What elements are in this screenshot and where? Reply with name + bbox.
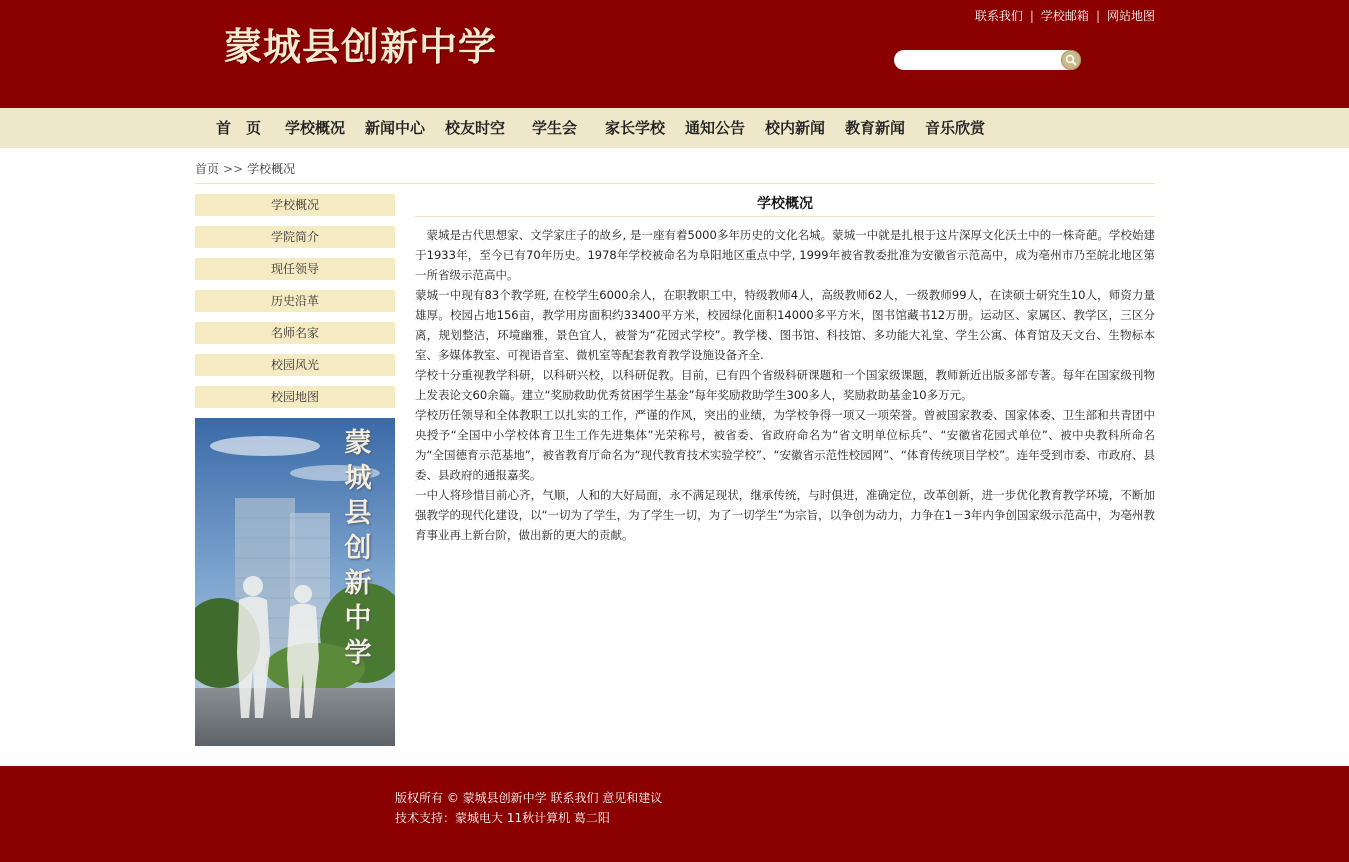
nav-music[interactable]: 音乐欣赏 — [925, 119, 986, 137]
search-icon — [1065, 54, 1077, 66]
site-logo[interactable]: 蒙城县创新中学 — [224, 24, 498, 69]
sidebar-item-map[interactable]: 校园地图 — [195, 386, 395, 408]
sidebar-item-leaders[interactable]: 现任领导 — [195, 258, 395, 280]
nav-school-overview[interactable]: 学校概况 — [285, 119, 346, 137]
breadcrumb-current: 学校概况 — [247, 162, 296, 176]
nav-parent-school[interactable]: 家长学校 — [605, 119, 666, 137]
search-box — [894, 50, 1081, 70]
content-paragraph: 蒙城一中现有83个教学班, 在校学生6000余人，在职教职工中，特级教师4人，高级教师62人，一级教师99人，在读硕士研究生10人，师资力量雄厚。校园占地156亩，教学用房面积约33400平方米，校园绿化面积14000多平方米，图书馆藏书12万册。运动区、家属区、教学区，三区分离，规划整洁，环境幽雅，景色宜人，被誉为“花园式学校”。教学楼、图书馆、科技馆、多功能大礼堂、学生公寓、体育馆及天文台、生物标本室、多媒体教室、可视语音室、微机室等配套教育教学设施设备齐全. — [415, 288, 1155, 362]
banner-vertical-title: 蒙 城 县 创 新 中 学 — [344, 428, 372, 669]
footer — [0, 766, 1349, 862]
top-links: 联系我们 | 学校邮箱 | 网站地图 — [974, 9, 1155, 23]
nav-campus-news[interactable]: 校内新闻 — [765, 119, 826, 137]
content-paragraph: 蒙城是古代思想家、文学家庄子的故乡, 是一座有着5000多年历史的文化名城。蒙城一中就是扎根于这片深厚文化沃土中的一株奇葩。学校始建于1933年，至今已有70年历史。1978年学校被命名为阜阳地区重点中学, 1999年被省教委批准为安徽省示范高中，成为亳州市乃至皖北地区第一所省级示范高中。 — [415, 228, 1155, 282]
nav-home[interactable]: 首 页 — [216, 119, 262, 137]
nav-education-news[interactable]: 教育新闻 — [845, 119, 906, 137]
nav-student-union[interactable]: 学生会 — [532, 119, 578, 137]
sitemap-link[interactable]: 网站地图 — [1106, 9, 1155, 23]
footer-copyright: 版权所有 © 蒙城县创新中学 联系我们 意见和建议 — [395, 791, 663, 805]
breadcrumb-separator: >> — [223, 162, 244, 176]
search-button[interactable] — [1061, 50, 1081, 70]
breadcrumb-divider — [195, 183, 1155, 184]
nav-news-center[interactable]: 新闻中心 — [365, 119, 426, 137]
content-paragraph: 一中人将珍惜目前心齐，气顺，人和的大好局面，永不满足现状，继承传统，与时俱进，准确定位，改革创新，进一步优化教育教学环境，不断加强教学的现代化建设，以“一切为了学生，为了学生一切，为了一切学生”为宗旨，以争创为动力，力争在1－3年内争创国家级示范高中，为亳州教育事业再上新台阶，做出新的更大的贡献。 — [415, 488, 1155, 542]
content-paragraph: 学校历任领导和全体教职工以扎实的工作，严谨的作风，突出的业绩，为学校争得一项又一项荣誉。曾被国家教委、国家体委、卫生部和共青团中央授予“全国中小学校体育卫生工作先进集体”光荣称号，被省委、省政府命名为“省文明单位标兵”、“安徽省花园式单位”、被中央教科所命名为“全国德育示范基地”，被省教育厅命名为“现代教育技术实验学校”、“安徽省示范性校园网”、“体育传统项目学校”。连年受到市委、市政府、县委、县政府的通报嘉奖。 — [415, 408, 1155, 482]
campus-banner-image — [195, 418, 395, 746]
content-title: 学校概况 — [757, 196, 813, 212]
footer-tech-support: 技术支持：蒙城电大 11秋计算机 葛二阳 — [395, 811, 610, 825]
nav-notices[interactable]: 通知公告 — [685, 119, 746, 137]
content-paragraph: 学校十分重视教学科研，以科研兴校，以科研促教。目前，已有四个省级科研课题和一个国家级课题，教师新近出版多部专著。每年在国家级刊物上发表论文60余篇。建立“奖励救助优秀贫困学生基金”每年奖励救助学生300多人，奖励救助基金10多万元。 — [415, 368, 1155, 402]
sidebar-item-intro[interactable]: 学院简介 — [195, 226, 395, 248]
search-input[interactable] — [902, 52, 1056, 70]
breadcrumb-home[interactable]: 首页 — [195, 162, 220, 176]
school-mail-link[interactable]: 学校邮箱 — [1040, 9, 1089, 23]
content-divider — [415, 216, 1155, 217]
content-body — [415, 225, 1155, 545]
breadcrumb — [195, 160, 295, 177]
sidebar-item-history[interactable]: 历史沿革 — [195, 290, 395, 312]
sidebar-item-overview[interactable]: 学校概况 — [195, 194, 395, 216]
sidebar-item-teachers[interactable]: 名师名家 — [195, 322, 395, 344]
header — [0, 0, 1349, 108]
nav-alumni[interactable]: 校友时空 — [445, 119, 506, 137]
main-nav — [0, 108, 1349, 148]
contact-link[interactable]: 联系我们 — [974, 9, 1023, 23]
sidebar-item-scenery[interactable]: 校园风光 — [195, 354, 395, 376]
